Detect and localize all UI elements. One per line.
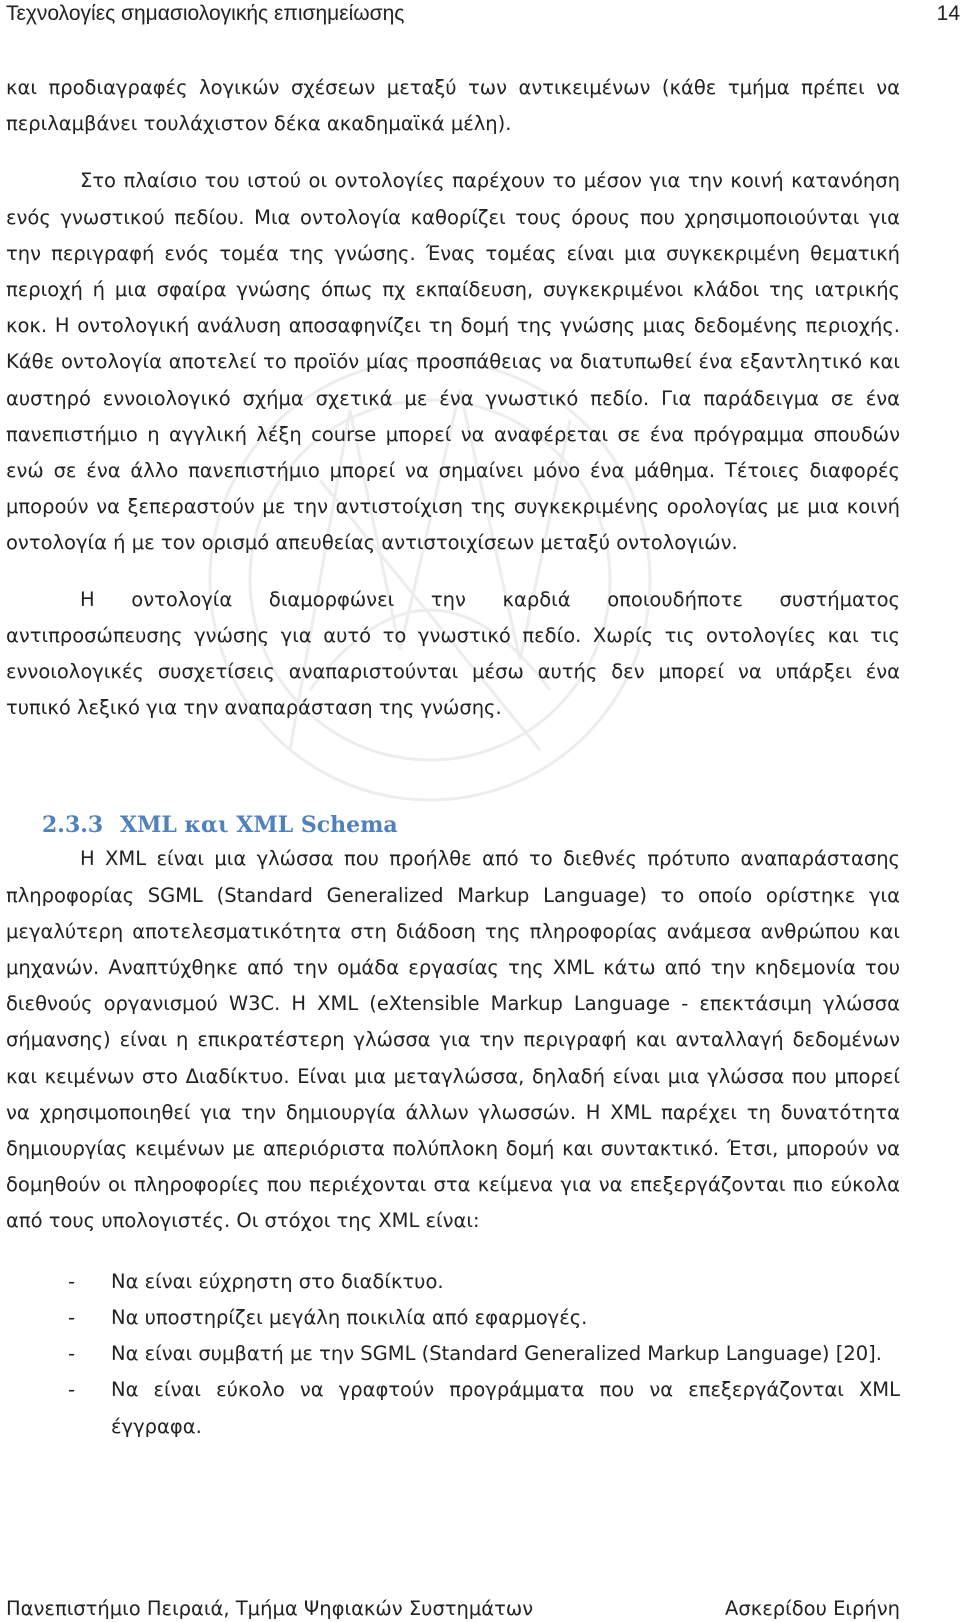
page-body [6, 70, 900, 1445]
paragraph-xml-intro: Η XML είναι μια γλώσσα που προήλθε από το διεθνές πρότυπο αναπαράστασης πληροφορίας SGML (Standard Generalized Markup Language) το οποίο ορίστηκε για μεγαλύτερη αποτελεσματικότητα στη διάδοση της πληροφορίας ανάμεσα ανθρώπου και μηχανών. Αναπτύχθηκε από την ομάδα εργασίας της XML κάτω από την κηδεμονία του διεθνούς οργανισμού W3C. Η XML (eXtensible Markup Language - επεκτάσιμη γλώσσα σήμανσης) είναι η επικρατέστερη γλώσσα για την περιγραφή και ανταλλαγή δεδομένων και κειμένων στο Διαδίκτυο. Είναι μια μεταγλώσσα, δηλαδή είναι μια γλώσσα που μπορεί να χρησιμοποιηθεί για την δημιουργία άλλων γλωσσών. Η XML παρέχει τη δυνατότητα δημιουργίας κειμένων με απεριόριστα πολύπλοκη δομή και συντακτικό. Έτσι, μπορούν να δομηθούν οι πληροφορίες που περιέχονται στα κείμενα για να επεξεργάζονται πιο εύκολα από τους υπολογιστές. Οι στόχοι της XML είναι: [6, 847, 900, 1233]
footer-institution: Πανεπιστήμιο Πειραιά, Τμήμα Ψηφιακών Συστημάτων [6, 1597, 534, 1620]
bullet-dash: - [68, 1305, 76, 1329]
list-item-text: Να είναι εύχρηστη στο διαδίκτυο. [111, 1269, 444, 1293]
section-title: XML και XML Schema [120, 812, 398, 839]
paragraph-ontologies-web: Στο πλαίσιο του ιστού οι οντολογίες παρέχουν το μέσον για την κοινή κατανόηση ενός γνωστικού πεδίου. Μια οντολογία καθορίζει τους όρους που χρησιμοποιούνται για την περιγραφή ενός τομέα της γνώσης. Ένας τομέας είναι μια συγκεκριμένη θεματική περιοχή ή μια σφαίρα γνώσης όπως πχ εκπαίδευση, συγκεκριμένοι κλάδοι της ιατρικής κοκ. Η οντολογική ανάλυση αποσαφηνίζει τη δομή της γνώσης μιας δεδομένης περιοχής. Κάθε οντολογία αποτελεί το προϊόν μίας προσπάθειας να διατυπωθεί ένα εξαντλητικό και αυστηρό εννοιολογικό σχήμα σχετικά με ένα γνωστικό πεδίο. Για παράδειγμα σε ένα πανεπιστήμιο η αγγλική λέξη course μπορεί να αναφέρεται σε ένα πρόγραμμα σπουδών ενώ σε ένα άλλο πανεπιστήμιο μπορεί να σημαίνει μόνο ένα μάθημα. Τέτοιες διαφορές μπορούν να ξεπεραστούν με την αντιστοίχιση της συγκεκριμένης ορολογίας με μια κοινή οντολογία ή με τον ορισμό απευθείας αντιστοιχίσεων μεταξύ οντολογιών. [6, 169, 900, 555]
section-number: 2.3.3 [42, 812, 104, 839]
list-item-text: Να υποστηρίζει μεγάλη ποικιλία από εφαρμογές. [111, 1305, 588, 1329]
paragraph-ontology-core: Η οντολογία διαμορφώνει την καρδιά οποιουδήποτε συστήματος αντιπροσώπευσης γνώσης για αυτό το γνωστικό πεδίο. Χωρίς τις οντολογίες και τις εννοιολογικές συσχετίσεις αναπαριστούνται μέσω αυτής δεν μπορεί να υπάρξει ένα τυπικό λεξικό για την αναπαράσταση της γνώσης. [6, 587, 900, 720]
list-item [6, 1300, 900, 1336]
list-item [6, 1372, 900, 1444]
footer-author: Ασκερίδου Ειρήνη [725, 1597, 900, 1620]
bullet-dash: - [68, 1269, 76, 1293]
bullet-dash: - [68, 1378, 76, 1402]
page-number: 14 [936, 2, 960, 25]
list-item [6, 1264, 900, 1300]
xml-goals-list [6, 1264, 900, 1445]
paragraph-continuation: και προδιαγραφές λογικών σχέσεων μεταξύ των αντικειμένων (κάθε τμήμα πρέπει να περιλαμβάνει τουλάχιστον δέκα ακαδημαϊκά μέλη). [6, 76, 900, 136]
list-item-text: Να είναι συμβατή με την SGML (Standard Generalized Markup Language) [20]. [111, 1342, 882, 1366]
list-item [6, 1336, 900, 1372]
running-header-title: Τεχνολογίες σημασιολογικής επισημείωσης [6, 2, 405, 25]
bullet-dash: - [68, 1342, 76, 1366]
list-item-text: Να είναι εύκολο να γραφτούν προγράμματα που να επεξεργάζονται XML έγγραφα. [111, 1378, 900, 1438]
section-heading [6, 809, 900, 841]
